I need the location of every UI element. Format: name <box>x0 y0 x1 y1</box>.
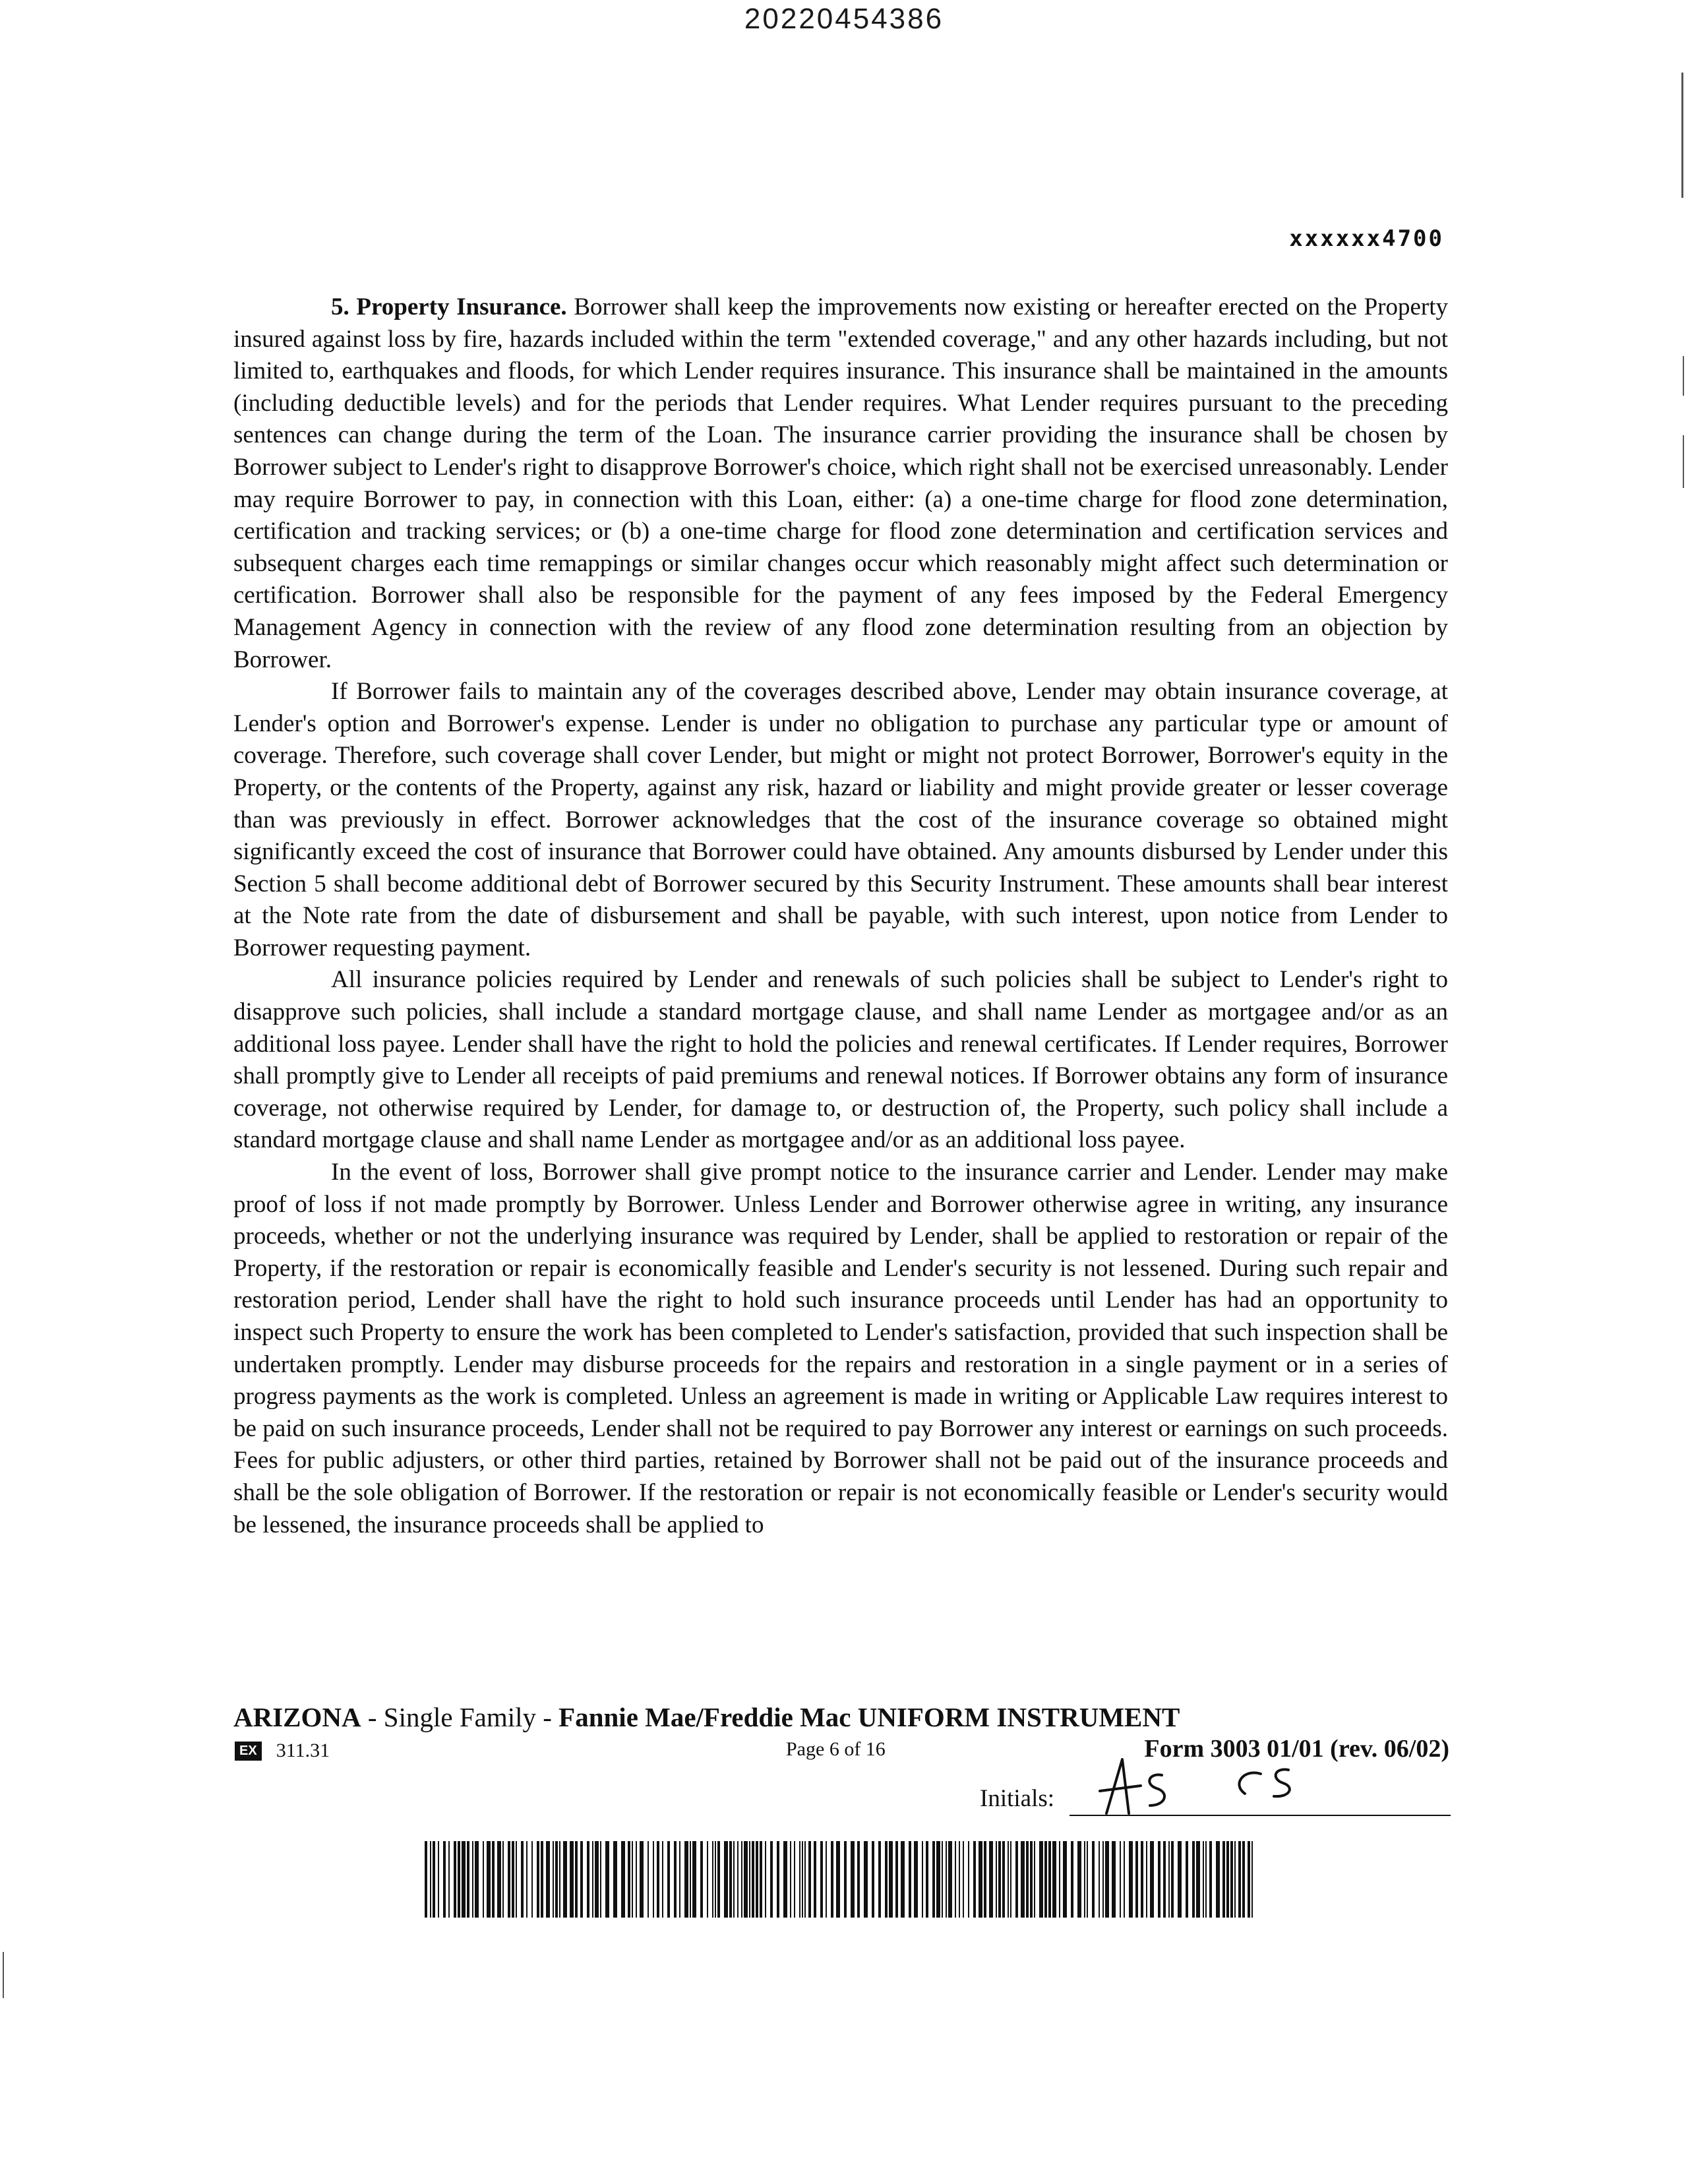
barcode-bar <box>475 1841 479 1918</box>
barcode-bar <box>1124 1841 1125 1918</box>
barcode-bar <box>1186 1841 1188 1918</box>
barcode-bar <box>700 1841 703 1918</box>
barcode-bar <box>909 1841 911 1918</box>
barcode-bar <box>844 1841 847 1918</box>
barcode-bar <box>605 1841 609 1918</box>
barcode-bar <box>662 1841 663 1918</box>
scan-edge-mark <box>1683 356 1684 396</box>
barcode-bar <box>777 1841 779 1918</box>
barcode-bar <box>1230 1841 1233 1918</box>
barcode-bar <box>1158 1841 1160 1918</box>
barcode-bar <box>851 1841 855 1918</box>
barcode-bar <box>1059 1841 1060 1918</box>
barcode-bar <box>467 1841 469 1918</box>
barcode-bar <box>802 1841 803 1918</box>
barcode-bar <box>955 1841 956 1918</box>
barcode-bar <box>1135 1841 1138 1918</box>
barcode-bar <box>831 1841 833 1918</box>
instrument-name: Fannie Mae/Freddie Mac UNIFORM INSTRUMENT <box>558 1702 1180 1732</box>
barcode-bar <box>1141 1841 1143 1918</box>
barcode-bar <box>836 1841 840 1918</box>
barcode-bar <box>1087 1841 1088 1918</box>
form-code <box>235 1740 330 1762</box>
barcode-bar <box>901 1841 905 1918</box>
barcode-bar <box>508 1841 510 1918</box>
barcode-bar <box>1039 1841 1043 1918</box>
barcode-bar <box>749 1841 750 1918</box>
barcode-bar <box>1021 1841 1025 1918</box>
barcode-bar <box>448 1841 450 1918</box>
barcode-bar <box>1015 1841 1018 1918</box>
barcode-bar <box>878 1841 881 1918</box>
barcode-bar <box>936 1841 940 1918</box>
initials-signature-icon <box>1088 1750 1312 1823</box>
barcode-bar <box>707 1841 708 1918</box>
barcode-bar <box>715 1841 716 1918</box>
barcode-bar <box>621 1841 625 1918</box>
barcode-bar <box>1203 1841 1204 1918</box>
barcode-bar <box>1102 1841 1104 1918</box>
barcode-bar <box>963 1841 964 1918</box>
barcode-bar <box>628 1841 630 1918</box>
barcode-bar <box>679 1841 680 1918</box>
barcode-bar <box>1196 1841 1200 1918</box>
barcode-bar <box>526 1841 528 1918</box>
barcode-bar <box>1044 1841 1047 1918</box>
barcode-bar <box>712 1841 713 1918</box>
barcode-bar <box>979 1841 982 1918</box>
barcode-bar <box>968 1841 969 1918</box>
barcode-bar <box>575 1841 578 1918</box>
barcode-bar <box>1120 1841 1121 1918</box>
barcode-bar <box>433 1841 435 1918</box>
barcode-bar <box>657 1841 659 1918</box>
barcode-bar <box>1071 1841 1073 1918</box>
barcode-bar <box>885 1841 888 1918</box>
section-heading: 5. Property Insurance. <box>331 293 567 320</box>
barcode-bar <box>632 1841 633 1918</box>
barcode-bar <box>1251 1841 1253 1918</box>
barcode-bar <box>783 1841 787 1918</box>
barcode-bar <box>472 1841 473 1918</box>
barcode-bar <box>794 1841 795 1918</box>
barcode-bar <box>820 1841 823 1918</box>
barcode-bar <box>770 1841 773 1918</box>
barcode-bar <box>541 1841 543 1918</box>
barcode-bar <box>425 1841 427 1918</box>
barcode-bar <box>1052 1841 1056 1918</box>
barcode-bar <box>760 1841 762 1918</box>
barcode-bar <box>1238 1841 1241 1918</box>
paragraph-property-insurance <box>233 291 1448 676</box>
barcode-bar <box>1077 1841 1081 1918</box>
barcode-bar <box>1248 1841 1250 1918</box>
barcode-bar <box>684 1841 688 1918</box>
barcode-bar <box>790 1841 791 1918</box>
barcode-bar <box>857 1841 860 1918</box>
barcode-bar <box>932 1841 935 1918</box>
document-body <box>233 291 1448 1541</box>
scan-edge-mark <box>1683 435 1684 488</box>
barcode-bar <box>1216 1841 1220 1918</box>
barcode-bar <box>741 1841 742 1918</box>
barcode-bar <box>717 1841 720 1918</box>
barcode-bar <box>454 1841 456 1918</box>
barcode-bar <box>430 1841 431 1918</box>
barcode-bar <box>1234 1841 1236 1918</box>
barcode-bar <box>553 1841 554 1918</box>
barcode-bar <box>889 1841 893 1918</box>
page-number: Page 6 of 16 <box>786 1738 886 1760</box>
barcode-bar <box>872 1841 874 1918</box>
barcode-bar <box>640 1841 644 1918</box>
barcode-bar <box>814 1841 816 1918</box>
form-title <box>233 1701 1180 1733</box>
barcode-bar <box>559 1841 560 1918</box>
barcode-bar <box>592 1841 593 1918</box>
barcode-bar <box>765 1841 766 1918</box>
barcode-bar <box>1026 1841 1029 1918</box>
barcode-bar <box>1034 1841 1035 1918</box>
barcode-bar <box>1112 1841 1116 1918</box>
scan-edge-mark <box>1681 73 1683 198</box>
barcode-bar <box>580 1841 583 1918</box>
barcode-bar <box>613 1841 617 1918</box>
barcode-bar <box>438 1841 439 1918</box>
barcode-bar <box>546 1841 550 1918</box>
barcode-bar <box>521 1841 524 1918</box>
barcode-bar <box>497 1841 501 1918</box>
barcode-bar <box>1242 1841 1245 1918</box>
barcode-bar <box>674 1841 677 1918</box>
barcode-bar <box>744 1841 748 1918</box>
barcode-bar <box>531 1841 533 1918</box>
barcode-bar <box>492 1841 495 1918</box>
barcode-bar <box>570 1841 574 1918</box>
barcode-bar <box>1010 1841 1011 1918</box>
barcode-bar <box>1163 1841 1166 1918</box>
paragraph-lender-coverage: If Borrower fails to maintain any of the coverages described above, Lender may obtain insurance coverage, at Lender's option and Borrower's expense. Lender is under no obligation to purchase any particular type or amount of coverage. Therefore, such coverage shall cover Lender, but might or might not protect Borrower, Borrower's equity in the Property, or the contents of the Property, against any risk, hazard or liability and might provide greater or lesser coverage than was previously in effect. Borrower acknowledges that the cost of the insurance coverage so obtained might significantly exceed the cost of insurance that Borrower could have obtained. Any amounts disbursed by Lender under this Section 5 shall become additional debt of Borrower secured by this Security Instrument. These amounts shall bear interest at the Note rate from the date of disbursement and shall be payable, with such interest, upon notice from Lender to Borrower requesting payment. <box>233 678 1448 961</box>
barcode-bar <box>667 1841 670 1918</box>
barcode-bar <box>826 1841 827 1918</box>
barcode-bar <box>984 1841 986 1918</box>
ex-logo-icon: EX <box>235 1742 262 1761</box>
barcode-bar <box>1092 1841 1095 1918</box>
form-number: Form 3003 01/01 (rev. 06/02) <box>1144 1735 1449 1763</box>
barcode-bar <box>1178 1841 1182 1918</box>
barcode-bar <box>946 1841 947 1918</box>
barcode-bar <box>1192 1841 1195 1918</box>
initials-label: Initials: <box>980 1785 1055 1812</box>
barcode-bar <box>914 1841 918 1918</box>
barcode-bar <box>1226 1841 1229 1918</box>
barcode-bar <box>922 1841 923 1918</box>
barcode-bar <box>653 1841 654 1918</box>
barcode-bar <box>926 1841 928 1918</box>
paragraph-event-of-loss: In the event of loss, Borrower shall give prompt notice to the insurance carrier and Lender. Lender may make proof of loss if not made promptly by Borrower. Unless Lender and Borrower otherwise agree in writing, any insurance proceeds, whether or not the underlying insurance was required by Lender, shall be applied to restoration or repair of the Property, if the restoration or repair is economically feasible and Lender's security is not lessened. During such repair and restoration period, Lender shall have the right to hold such insurance proceeds until Lender has had an opportunity to inspect such Property to ensure the work has been completed to Lender's satisfaction, provided that such inspection shall be undertaken promptly. Lender may disburse proceeds for the repairs and restoration in a single payment or in a series of progress payments as the work is completed. Unless an agreement is made in writing or Applicable Law requires interest to be paid on such insurance proceeds, Lender shall not be required to pay Borrower any interest or earnings on such proceeds. Fees for public adjusters, or other third parties, retained by Borrower shall not be paid out of the insurance proceeds and shall be the sole obligation of Borrower. If the restoration or repair is not economically feasible or Lender's security would be lessened, the insurance proceeds shall be applied to <box>233 1159 1448 1538</box>
barcode-bar <box>1222 1841 1225 1918</box>
barcode-bar <box>636 1841 637 1918</box>
paragraph-policies: All insurance policies required by Lender and renewals of such policies shall be subject to Lender's right to disapprove such policies, shall include a standard mortgage clause, and shall name Lender as mortgagee and/or as an additional loss payee. Lender shall have the right to hold the policies and renewal certificates. If Lender requires, Borrower shall promptly give to Lender all receipts of paid premiums and renewal notices. If Borrower obtains any form of insurance coverage, not otherwise required by Lender, for damage to, or destruction of, the Property, such policy shall include a standard mortgage clause and shall name Lender as mortgagee and/or as an additional loss payee. <box>233 966 1448 1154</box>
form-code-number: 311.31 <box>276 1740 330 1761</box>
barcode-bar <box>516 1841 517 1918</box>
barcode-bar <box>462 1841 466 1918</box>
barcode-bar <box>752 1841 754 1918</box>
barcode-bar <box>1205 1841 1207 1918</box>
barcode-bar <box>808 1841 811 1918</box>
paragraph-text: Borrower shall keep the improvements now existing or hereafter erected on the Property insured against loss by fire, hazards included within the term "extended coverage," and any other hazards including, but not limited to, earthquakes and floods, for which Lender requires insurance. This insurance shall be maintained in the amounts (including deductible levels) and for the periods that Lender requires. What Lender requires pursuant to the preceding sentences can change during the term of the Loan. The insurance carrier providing the insurance shall be chosen by Borrower subject to Lender's right to disapprove Borrower's choice, which right shall not be exercised unreasonably. Lender may require Borrower to pay, in connection with this Loan, either: (a) a one-time charge for flood zone determination, certification and tracking services; or (b) a one-time charge for flood zone determination and certification services and subsequent charges each time remappings or similar changes occur which reasonably might affect such determination or certification. Borrower shall also be responsible for the payment of any fees imposed by the Federal Emergency Management Agency in connection with the review of any flood zone determination resulting from an objection by Borrower. <box>233 293 1449 673</box>
barcode-bar <box>1146 1841 1147 1918</box>
barcode-bar <box>1084 1841 1085 1918</box>
barcode-bar <box>502 1841 504 1918</box>
barcode-bar <box>733 1841 735 1918</box>
barcode-bar <box>799 1841 800 1918</box>
barcode-bar <box>1105 1841 1109 1918</box>
barcode-bar <box>1008 1841 1009 1918</box>
barcode-bar <box>1129 1841 1133 1918</box>
barcode-bar <box>864 1841 868 1918</box>
barcode-bar <box>724 1841 728 1918</box>
recording-number: 20220454386 <box>744 3 944 35</box>
barcode-bar <box>458 1841 460 1918</box>
barcode-bar <box>998 1841 1001 1918</box>
barcode <box>422 1841 1261 1918</box>
barcode-bar <box>737 1841 738 1918</box>
barcode-bar <box>648 1841 649 1918</box>
barcode-bar <box>563 1841 567 1918</box>
barcode-bar <box>595 1841 599 1918</box>
barcode-bar <box>537 1841 539 1918</box>
barcode-bar <box>989 1841 993 1918</box>
barcode-bar <box>729 1841 732 1918</box>
barcode-bar <box>512 1841 514 1918</box>
barcode-bar <box>555 1841 558 1918</box>
barcode-bar <box>942 1841 943 1918</box>
barcode-bar <box>690 1841 691 1918</box>
barcode-bar <box>948 1841 952 1918</box>
barcode-bar <box>1063 1841 1067 1918</box>
barcode-bar <box>587 1841 589 1918</box>
state-name: ARIZONA <box>233 1702 361 1732</box>
barcode-bar <box>443 1841 446 1918</box>
loan-number: xxxxxx4700 <box>1289 226 1444 252</box>
barcode-bar <box>692 1841 696 1918</box>
barcode-bar <box>483 1841 484 1918</box>
barcode-bar <box>895 1841 898 1918</box>
barcode-bar <box>756 1841 758 1918</box>
barcode-bar <box>1168 1841 1170 1918</box>
barcode-bar <box>1002 1841 1005 1918</box>
barcode-bar <box>1150 1841 1154 1918</box>
barcode-bar <box>973 1841 976 1918</box>
barcode-bar <box>600 1841 601 1918</box>
scan-edge-mark <box>3 1952 4 1998</box>
barcode-bar <box>1030 1841 1033 1918</box>
barcode-bar <box>804 1841 806 1918</box>
barcode-bar <box>996 1841 997 1918</box>
barcode-bar <box>1048 1841 1051 1918</box>
barcode-bar <box>1209 1841 1212 1918</box>
form-type: - Single Family - <box>361 1702 559 1732</box>
barcode-bar <box>1099 1841 1100 1918</box>
barcode-bar <box>1171 1841 1174 1918</box>
barcode-bar <box>487 1841 491 1918</box>
barcode-bar <box>959 1841 960 1918</box>
